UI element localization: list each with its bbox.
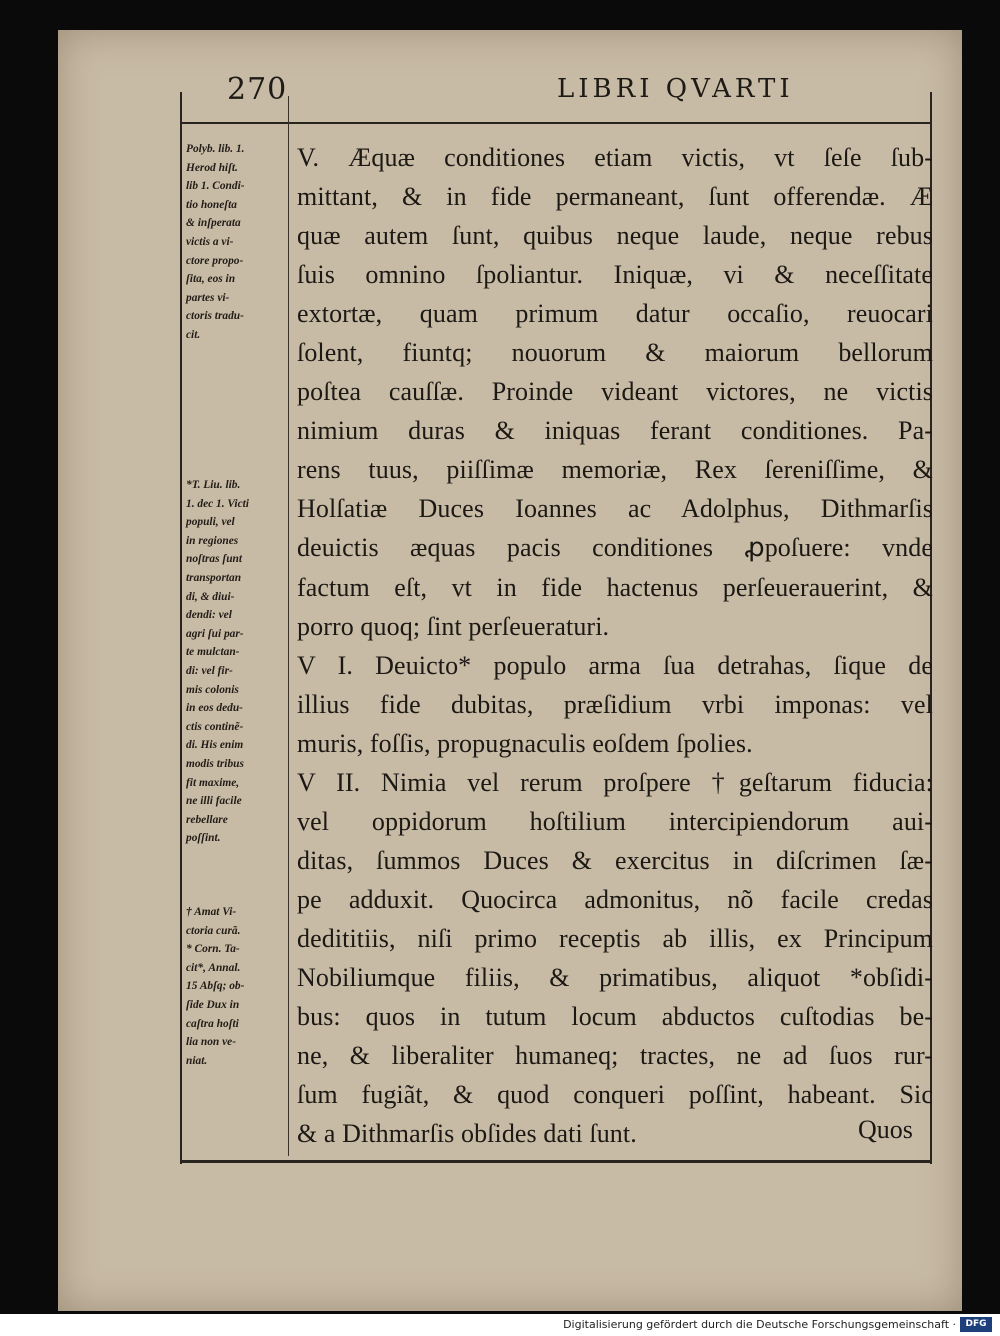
text-line: ſuis omnino ſpoliantur. Iniquæ, vi & neceſſitate bbox=[297, 260, 933, 290]
margin-divider-rule bbox=[288, 96, 289, 1156]
text-line: deuictis æquas pacis conditiones ꝓpoſuere: vnde bbox=[297, 533, 933, 563]
text-line: poſtea cauſſæ. Proinde videant victores, ne victis bbox=[297, 377, 933, 407]
text-line: muris, foſſis, propugnaculis eoſdem ſpolies. bbox=[297, 728, 753, 758]
text-line: bus: quos in tutum locum abductos cuſtodias be- bbox=[297, 1002, 933, 1032]
header-rule bbox=[182, 122, 932, 124]
text-line: extortæ, quam primum datur occaſio, reuocari bbox=[297, 299, 933, 329]
bottom-frame-rule bbox=[180, 1160, 932, 1163]
text-line: mittant, & in fide permaneant, ſunt offerendæ. Æ bbox=[297, 182, 933, 212]
text-line: dedititiis, niſi primo receptis ab illis, ex Principum bbox=[297, 923, 933, 953]
page-header bbox=[127, 72, 907, 112]
dfg-logo-icon: DFG bbox=[960, 1317, 992, 1332]
text-line: ditas, ſummos Duces & exercitus in diſcrimen ſæ- bbox=[297, 845, 933, 875]
page-number: 270 bbox=[227, 72, 288, 107]
text-line: nimium duras & iniquas ferant conditiones. Pa- bbox=[297, 416, 933, 446]
left-frame-rule bbox=[180, 92, 182, 1164]
text-line: ne, & liberaliter humaneq; tractes, ne ad ſuos rur- bbox=[297, 1041, 933, 1071]
text-line: V II. Nimia vel rerum proſpere †geſtarum fiducia: bbox=[297, 767, 933, 797]
text-line: V I. Deuicto* populo arma ſua detrahas, ſique de bbox=[297, 650, 933, 680]
margin-note-polybius: Polyb. lib. 1. Herod hiſt. lib 1. Condi- tio honeſta & inſperata victis a vi- ctore propo- ſita, eos in partes vi- ctoris tradu- cit. bbox=[186, 143, 245, 341]
text-line: factum eſt, vt in fide hactenus perſeuerauerint, & bbox=[297, 572, 933, 602]
text-line: V. Æquæ conditiones etiam victis, vt ſeſe ſub- bbox=[297, 143, 933, 172]
text-line: ſum fugiãt, & quod conqueri poſſint, habeant. Sic bbox=[297, 1080, 933, 1110]
text-line: quæ autem ſunt, quibus neque laude, neque rebus bbox=[297, 221, 933, 251]
text-line: Holſatiæ Duces Ioannes ac Adolphus, Dithmarſis bbox=[297, 494, 933, 524]
digitization-footer bbox=[0, 1314, 1000, 1336]
text-line: vel oppidorum hoſtilium intercipiendorum aui- bbox=[297, 806, 933, 836]
margin-note-tacitus: † Amat Vi- ctoria curã. * Corn. Ta- cit*, Annal. 15 Abſq; ob- ſide Dux in caſtra hoſti lia non ve- niat. bbox=[186, 906, 245, 1067]
running-head: LIBRI QVARTI bbox=[557, 74, 794, 104]
text-line: & a Dithmarſis obſides dati ſunt. bbox=[297, 1119, 637, 1149]
text-line: illius fide dubitas, præſidium vrbi imponas: vel bbox=[297, 689, 933, 719]
text-line: Nobiliumque filiis, & primatibus, aliquot *obſidi- bbox=[297, 962, 933, 992]
catchword: Quos bbox=[858, 1115, 913, 1144]
text-line: ſolent, fiuntq; nouorum & maiorum bellorum bbox=[297, 338, 933, 368]
margin-note-livy: *T. Liu. lib. 1. dec 1. Victi populi, vel in regiones noſtras ſunt transportan di, & diui- dendi: vel agri ſui par- te mulctan- di: vel fir- mis colonis in eos dedu- ctis continẽ- di. His enim modis tribus fit maxime, ne illi facile rebellare poſſint. bbox=[186, 479, 249, 845]
main-text-block bbox=[297, 138, 933, 1153]
text-line: porro quoq; ſint perſeueraturi. bbox=[297, 611, 610, 641]
footer-credit: Digitalisierung gefördert durch die Deutsche Forschungsgemeinschaft · bbox=[563, 1318, 956, 1331]
text-line: rens tuus, piiſſimæ memoriæ, Rex ſereniſſime, & bbox=[297, 455, 933, 485]
text-line: pe adduxit. Quocirca admonitus, nõ facile credas bbox=[297, 884, 933, 914]
